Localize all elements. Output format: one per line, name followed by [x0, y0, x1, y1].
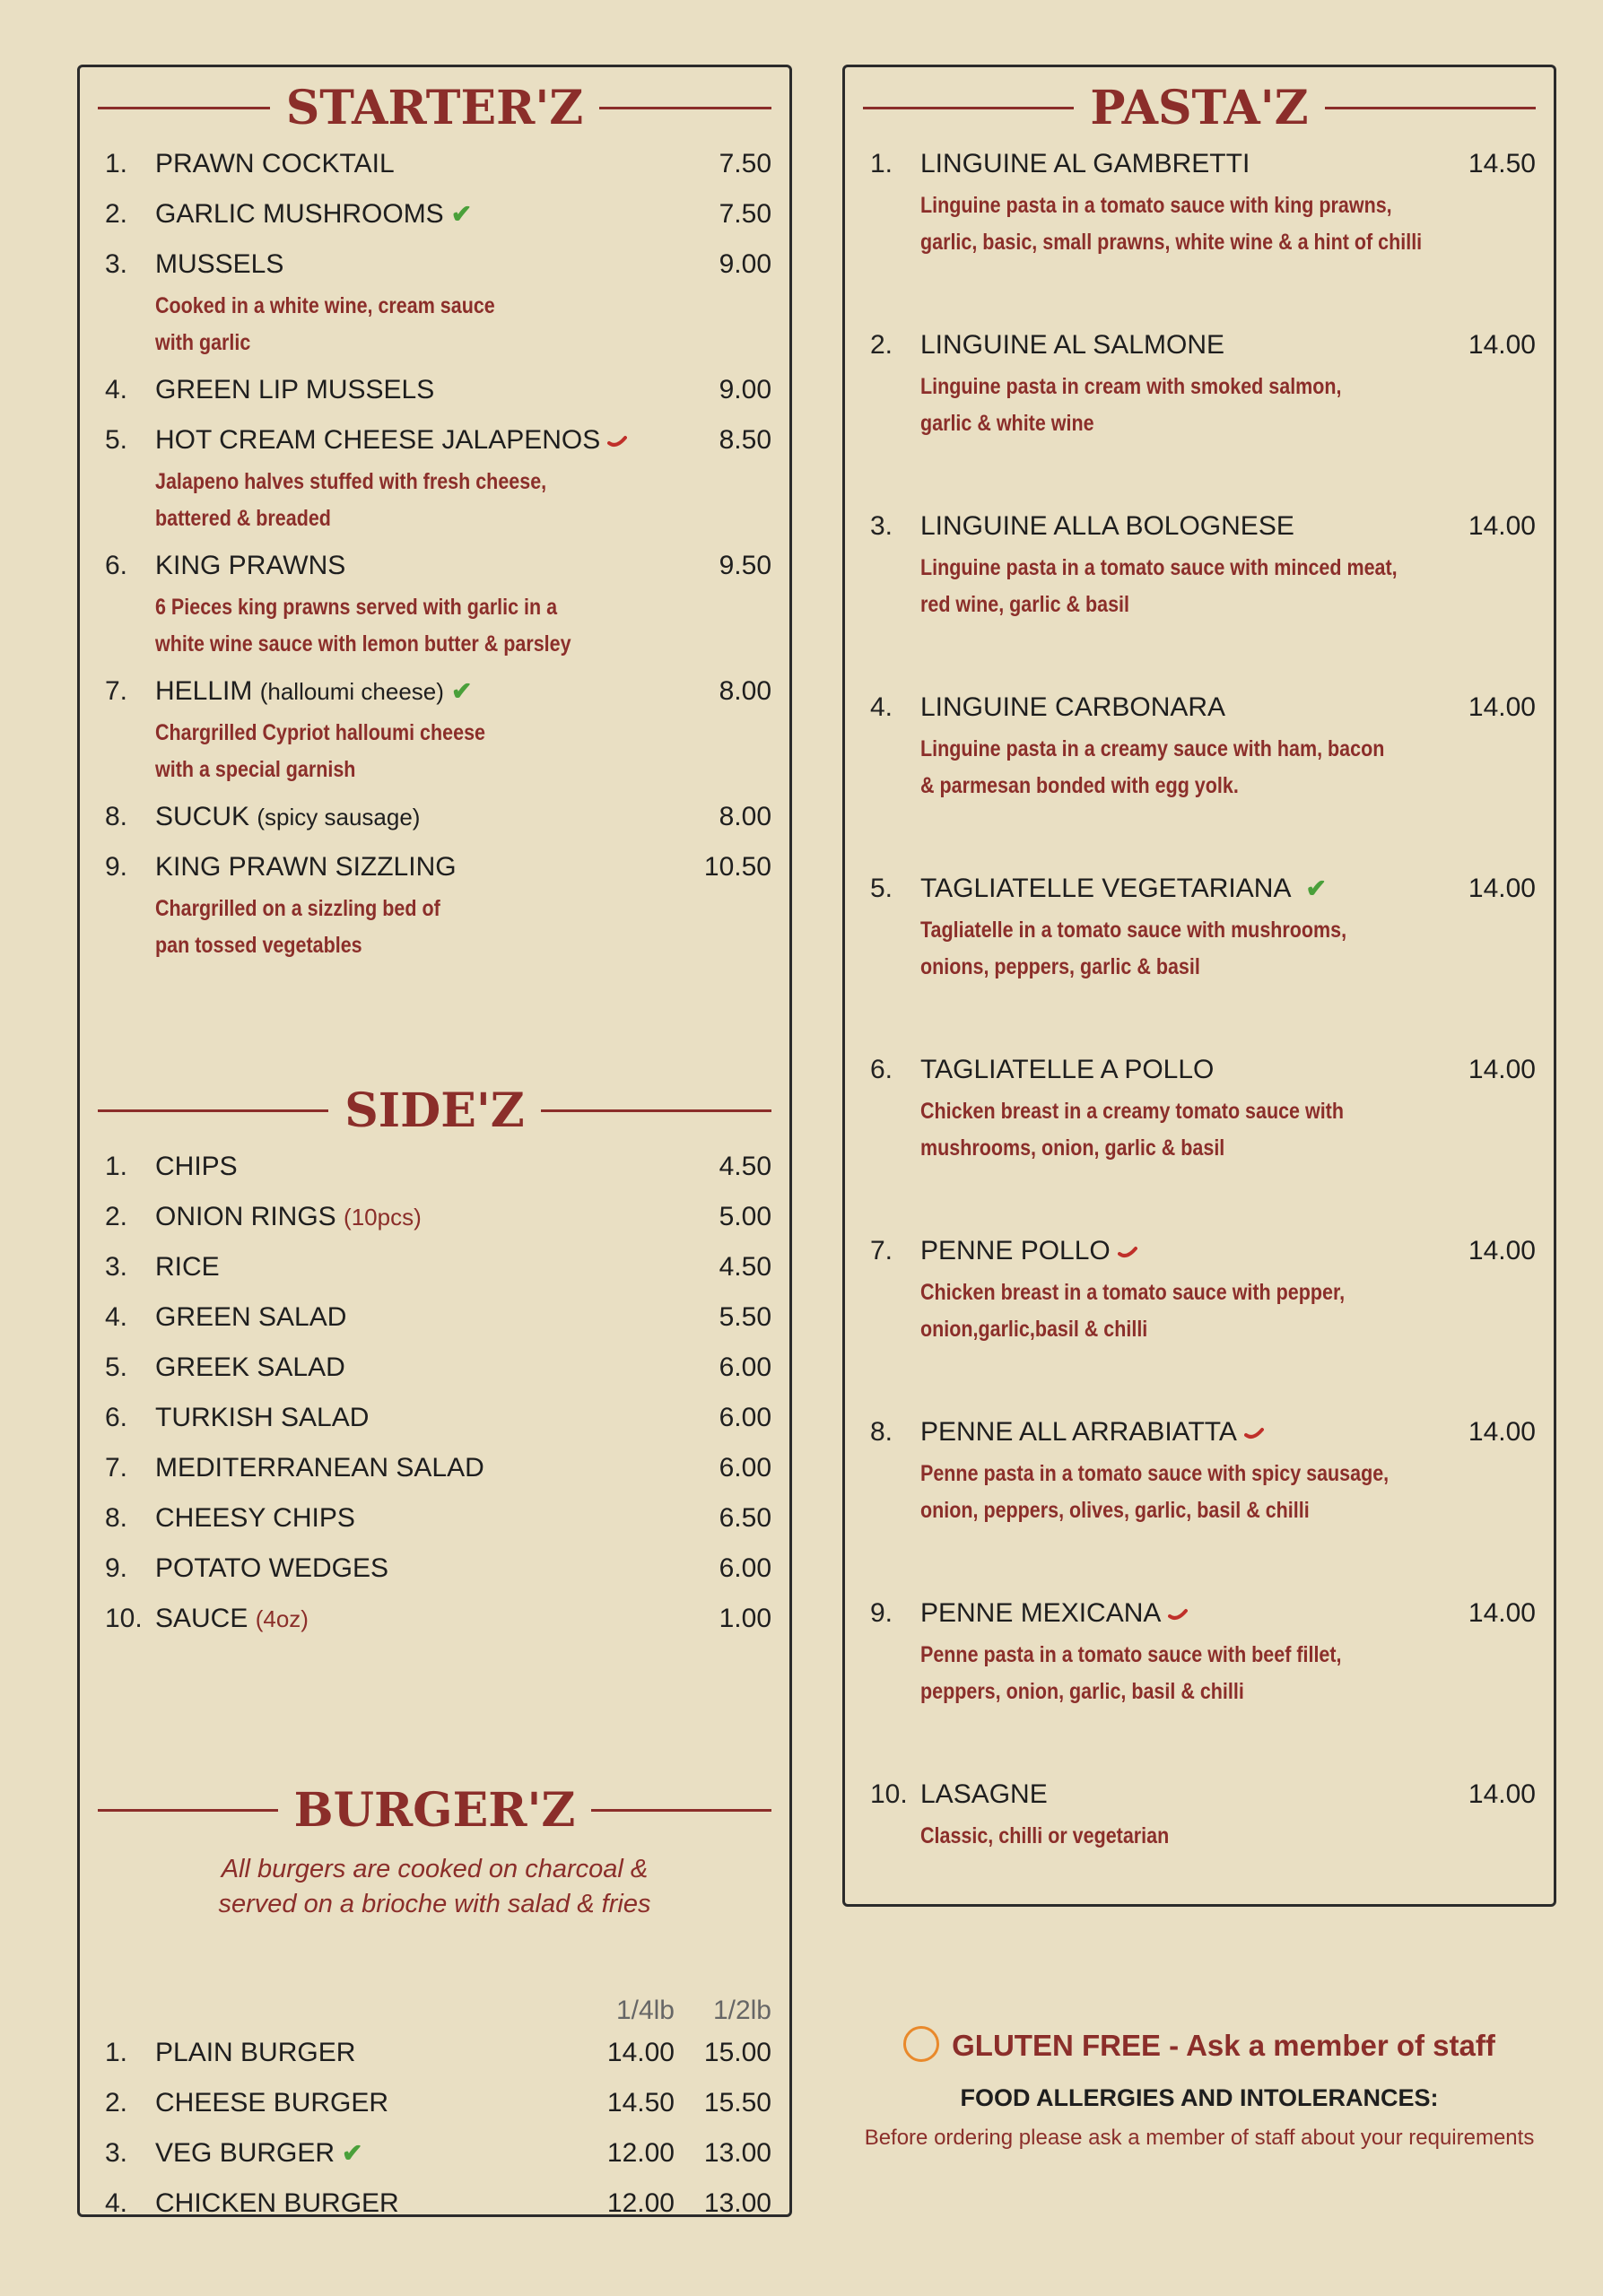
item-price-quarter: 14.00	[606, 2038, 675, 2067]
item-name: CHEESY CHIPS	[155, 1503, 355, 1533]
item-name: TAGLIATELLE A POLLO	[920, 1055, 1215, 1084]
item-name: LASAGNE	[920, 1779, 1048, 1809]
item-price: 14.00	[1468, 1417, 1536, 1447]
item-note: (halloumi cheese)	[259, 678, 444, 705]
item-price-quarter: 12.00	[606, 2188, 675, 2218]
item-price: 6.00	[719, 1553, 771, 1583]
chilli-icon	[607, 434, 627, 448]
item-name: PENNE MEXICANA	[920, 1598, 1162, 1628]
burgers-intro: All burgers are cooked on charcoal & served on a brioche with salad & fries	[218, 1855, 651, 1918]
item-name: KING PRAWN SIZZLING	[155, 852, 457, 882]
item-price: 5.50	[719, 1302, 771, 1332]
item-description: Linguine pasta in cream with smoked salmon, garlic & white wine	[920, 374, 1342, 436]
item-name: TURKISH SALAD	[155, 1403, 370, 1432]
item-name: GREEK SALAD	[155, 1352, 345, 1382]
item-price: 14.00	[1468, 1236, 1536, 1265]
right-menu-panel: PASTA'Z 1. LINGUINE AL GAMBRETTI 14.50 Linguine pasta in a tomato sauce with king prawns, garlic, basic, small prawns, white wine & a hint of chilli 2. LINGUINE AL SALMONE 14.00 Linguine pasta in cream with smoked salmon, garlic & white wine 3. LINGUINE ALLA BOLOGNESE 14.00 Linguine pasta in a tomato sauce with minced meat, red wine, garlic & basil 4. LINGUINE CARBONARA 14.00 Linguine pasta in a creamy sauce with ham, bacon & parmesan bonded with egg yolk. 5. TAGLIATELLE VEGETARIANA ✔ 14.00 Tagliatelle in a tomato sauce with mushrooms, onions, peppers, garlic & basil 6. TAGLIATELLE A POLLO 14.00 Chicken breast in a creamy tomato sauce with mushrooms, onion, garlic & basil 7. PENNE POLLO 14.00 Chicken breast in a tomato sauce with pepper, onion,garlic,basil & chilli 8. PENNE ALL ARRABIATTA 14.00 Penne pasta in a tomato sauce with spicy sausage, onion, peppers, olives, garlic, basil & chilli 9. PENNE MEXICANA 14.00 Penne pasta in a tomato sauce with beef fillet, peppers, onion, garlic, basil & chilli 10. LASAGNE 14.00 Classic, chilli or vegetarian	[842, 65, 1556, 1907]
size-quarter-header: 1/4lb	[615, 1996, 675, 2025]
item-price: 14.00	[1468, 692, 1536, 722]
item-price-half: 15.50	[703, 2088, 771, 2118]
item-price: 6.00	[719, 1453, 771, 1483]
vegetarian-icon: ✔	[450, 200, 473, 228]
item-name: PRAWN COCKTAIL	[155, 149, 395, 178]
item-price: 4.50	[719, 1152, 771, 1181]
item-price: 6.00	[719, 1403, 771, 1432]
item-name: POTATO WEDGES	[155, 1553, 389, 1583]
item-description: Linguine pasta in a tomato sauce with minced meat, red wine, garlic & basil	[920, 555, 1398, 617]
item-description: Jalapeno halves stuffed with fresh cheese, battered & breaded	[155, 469, 547, 531]
item-description: Chargrilled Cypriot halloumi cheese with a special garnish	[155, 720, 485, 782]
item-price-half: 15.00	[703, 2038, 771, 2067]
starters-header	[98, 82, 771, 135]
sides-title: SIDE'Z	[328, 1083, 540, 1138]
allergy-text: Before ordering please ask a member of staff about your requirements	[864, 2126, 1535, 2150]
item-price: 5.00	[719, 1202, 771, 1231]
starters-title: STARTER'Z	[270, 81, 599, 135]
item-name: CHICKEN BURGER	[155, 2188, 399, 2218]
allergy-title: FOOD ALLERGIES AND INTOLERANCES:	[960, 2084, 1439, 2111]
item-price: 14.00	[1468, 511, 1536, 541]
item-description: Cooked in a white wine, cream sauce with garlic	[155, 293, 495, 355]
item-price: 8.50	[719, 425, 771, 455]
item-name: RICE	[155, 1252, 220, 1282]
item-name: LINGUINE ALLA BOLOGNESE	[920, 511, 1294, 541]
item-description: Penne pasta in a tomato sauce with beef fillet, peppers, onion, garlic, basil & chilli	[920, 1642, 1342, 1704]
item-description: Linguine pasta in a creamy sauce with ham, bacon & parmesan bonded with egg yolk.	[920, 736, 1385, 798]
item-price: 9.00	[719, 375, 771, 404]
chilli-icon	[1244, 1426, 1264, 1440]
item-price: 14.00	[1468, 874, 1536, 903]
gluten-free-icon	[903, 2026, 939, 2062]
item-price: 6.50	[719, 1503, 771, 1533]
item-price: 8.00	[719, 802, 771, 831]
burgers-title: BURGER'Z	[278, 1783, 592, 1838]
item-name: CHIPS	[155, 1152, 238, 1181]
burgers-header	[98, 1784, 771, 1838]
item-price-half: 13.00	[703, 2138, 771, 2168]
item-price: 14.50	[1468, 149, 1536, 178]
chilli-icon	[1118, 1245, 1137, 1259]
item-name: LINGUINE AL SALMONE	[920, 330, 1224, 360]
item-price-quarter: 14.50	[606, 2088, 675, 2118]
item-price: 9.50	[719, 551, 771, 580]
item-name: PLAIN BURGER	[155, 2038, 356, 2067]
item-price: 1.00	[719, 1604, 771, 1633]
item-price: 10.50	[703, 852, 771, 882]
item-price-half: 13.00	[703, 2188, 771, 2218]
sides-header	[98, 1084, 771, 1138]
item-price: 6.00	[719, 1352, 771, 1382]
size-half-header: 1/2lb	[712, 1996, 771, 2025]
item-price: 7.50	[719, 149, 771, 178]
vegetarian-icon: ✔	[450, 677, 473, 705]
pastas-header	[863, 82, 1536, 135]
item-price: 14.00	[1468, 1779, 1536, 1809]
item-price: 14.00	[1468, 330, 1536, 360]
item-name: ONION RINGS	[155, 1202, 336, 1231]
left-menu-panel: STARTER'Z 1. PRAWN COCKTAIL 7.50 2. GARLIC MUSHROOMS ✔ 7.50 3. MUSSELS 9.00 Cooked in a white wine, cream sauce with garlic 4. GREEN LIP MUSSELS 9.00 5. HOT CREAM CHEESE JALAPENOS 8.50 Jalapeno halves stuffed with fresh cheese, battered & breaded 6. KING PRAWNS 9.50 6 Pieces king prawns served with garlic in a white wine sauce with lemon butter & parsley 7. HELLIM (halloumi cheese) ✔ 8.00 Chargrilled Cypriot halloumi cheese with a special garnish 8. SUCUK (spicy sausage) 8.00 9. KING PRAWN SIZZLING 10.50 Chargrilled on a sizzling bed of pan tossed vegetables SIDE'Z 1. CHIPS 4.50 2. ONION RINGS (10pcs) 5.00 3. RICE 4.50 4. GREEN SALAD 5.50 5. GREEK SALAD 6.00 6. TURKISH SALAD 6.00 7. MEDITERRANEAN SALAD 6.00 8. CHEESY CHIPS 6.50 9. POTATO WEDGES 6.00 10. SAUCE (4oz) 1.00 BURGER'Z All burgers are cooked on charcoal & served on a brioche with salad & fries 1/4lb 1/2lb 1. PLAIN BURGER 14.00 15.00 2. CHEESE BURGER 14.50 15.50 3. VEG BURGER ✔ 12.00 13.00 4. CHICKEN BURGER 12.00 13.00	[77, 65, 792, 2217]
item-description: Linguine pasta in a tomato sauce with king prawns, garlic, basic, small prawns, white wine & a hint of chilli	[920, 193, 1423, 255]
item-name: VEG BURGER	[155, 2138, 335, 2168]
pastas-title: PASTA'Z	[1074, 81, 1324, 135]
item-name: KING PRAWNS	[155, 551, 346, 580]
item-description: Tagliatelle in a tomato sauce with mushrooms, onions, peppers, garlic & basil	[920, 918, 1347, 979]
item-name: HELLIM	[155, 676, 253, 706]
item-description: Chargrilled on a sizzling bed of pan tossed vegetables	[155, 896, 440, 958]
item-name: SUCUK	[155, 802, 250, 831]
item-description: 6 Pieces king prawns served with garlic in a white wine sauce with lemon butter & parsley	[155, 595, 571, 657]
item-price: 14.00	[1468, 1055, 1536, 1084]
item-name: GARLIC MUSHROOMS	[155, 199, 444, 229]
vegetarian-icon: ✔	[1305, 874, 1327, 902]
item-description: Classic, chilli or vegetarian	[920, 1823, 1170, 1848]
item-note: (4oz)	[255, 1605, 309, 1632]
item-name: HOT CREAM CHEESE JALAPENOS	[155, 425, 601, 455]
item-name: TAGLIATELLE VEGETARIANA	[920, 874, 1292, 903]
item-name: MEDITERRANEAN SALAD	[155, 1453, 484, 1483]
gluten-free-notice: GLUTEN FREE - Ask a member of staff	[842, 2029, 1556, 2066]
item-description: Chicken breast in a tomato sauce with pepper, onion,garlic,basil & chilli	[920, 1280, 1346, 1342]
item-name: CHEESE BURGER	[155, 2088, 389, 2118]
item-name: GREEN LIP MUSSELS	[155, 375, 435, 404]
chilli-icon	[1168, 1607, 1188, 1622]
vegetarian-icon: ✔	[342, 2139, 363, 2167]
item-name: PENNE POLLO	[920, 1236, 1111, 1265]
item-price: 8.00	[719, 676, 771, 706]
item-price: 9.00	[719, 249, 771, 279]
item-name: PENNE ALL ARRABIATTA	[920, 1417, 1237, 1447]
item-name: SAUCE	[155, 1604, 248, 1633]
item-note: (spicy sausage)	[257, 804, 421, 831]
item-price-quarter: 12.00	[606, 2138, 675, 2168]
item-name: LINGUINE CARBONARA	[920, 692, 1226, 722]
item-description: Penne pasta in a tomato sauce with spicy sausage, onion, peppers, olives, garlic, basil & chilli	[920, 1461, 1390, 1523]
item-price: 14.00	[1468, 1598, 1536, 1628]
item-note: (10pcs)	[344, 1204, 422, 1231]
item-price: 4.50	[719, 1252, 771, 1282]
item-name: GREEN SALAD	[155, 1302, 347, 1332]
item-price: 7.50	[719, 199, 771, 229]
item-name: LINGUINE AL GAMBRETTI	[920, 149, 1250, 178]
item-description: Chicken breast in a creamy tomato sauce with mushrooms, onion, garlic & basil	[920, 1099, 1344, 1161]
item-name: MUSSELS	[155, 249, 284, 279]
